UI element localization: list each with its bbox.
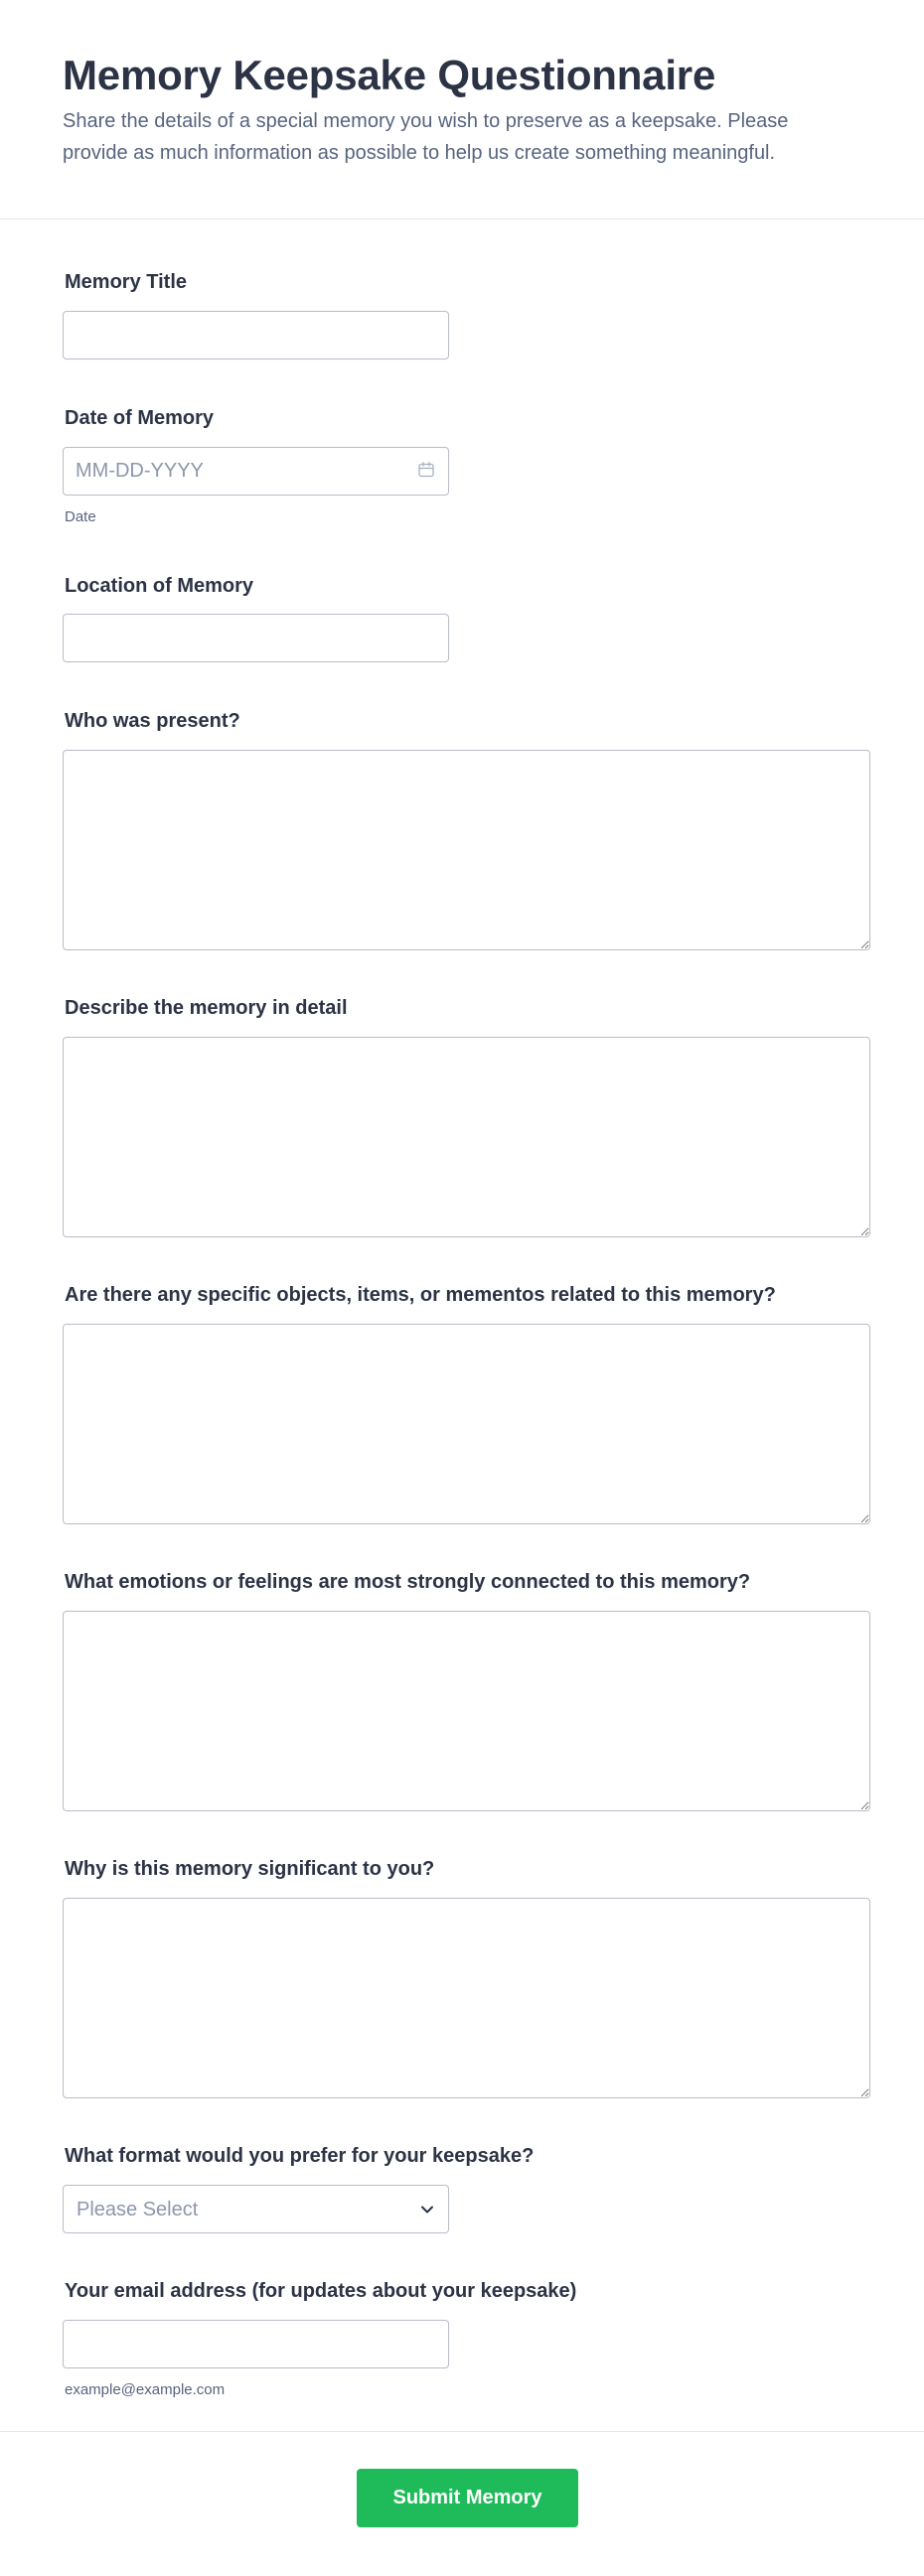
location-label: Location of Memory [65, 575, 254, 597]
email-field[interactable] [63, 2320, 449, 2368]
significance-label: Why is this memory significant to you? [65, 1858, 435, 1880]
objects-textarea[interactable] [63, 1324, 870, 1524]
format-selected-value: Please Select [77, 2199, 199, 2220]
describe-label: Describe the memory in detail [65, 997, 348, 1019]
describe-textarea[interactable] [63, 1037, 870, 1237]
email-label: Your email address (for updates about your keepsake) [65, 2280, 577, 2302]
memory-title-input[interactable] [63, 311, 449, 359]
emotions-textarea[interactable] [63, 1611, 870, 1811]
emotions-label: What emotions or feelings are most strongly connected to this memory? [65, 1571, 751, 1593]
memory-title-label: Memory Title [65, 271, 187, 293]
objects-label: Are there any specific objects, items, or mementos related to this memory? [65, 1284, 776, 1306]
submit-button[interactable]: Submit Memory [357, 2469, 578, 2527]
format-select[interactable] [63, 2185, 449, 2233]
significance-textarea[interactable] [63, 1898, 870, 2098]
location-input[interactable] [63, 614, 449, 662]
date-sublabel: Date [65, 508, 96, 525]
chevron-down-icon [418, 2201, 436, 2218]
email-sublabel: example@example.com [65, 2381, 226, 2398]
date-of-memory-input[interactable] [63, 447, 449, 496]
who-present-textarea[interactable] [63, 750, 870, 950]
date-input-wrapper [63, 447, 449, 496]
format-label: What format would you prefer for your keepsake? [65, 2145, 535, 2167]
form-title: Memory Keepsake Questionnaire [63, 52, 716, 98]
who-present-label: Who was present? [65, 710, 240, 732]
form-description: Share the details of a special memory you wish to preserve as a keepsake. Please provide as much information as possible to help us create something meaningful. [63, 110, 789, 164]
date-of-memory-label: Date of Memory [65, 407, 215, 429]
calendar-icon[interactable] [417, 461, 435, 479]
form-header [0, 0, 924, 219]
form-footer [0, 2431, 924, 2576]
